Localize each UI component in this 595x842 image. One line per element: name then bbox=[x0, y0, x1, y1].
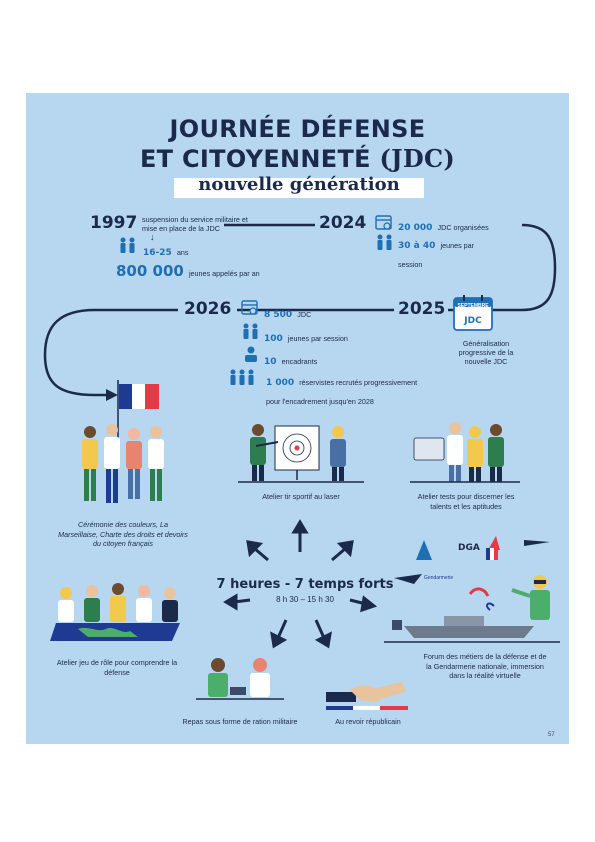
roleplay-person-3 bbox=[110, 583, 126, 622]
sessions-number: 20 000 bbox=[398, 223, 433, 233]
calendar-september-icon bbox=[452, 294, 496, 332]
y2026-reservists bbox=[266, 370, 426, 408]
calendar-month: SEPTEMBRE bbox=[457, 303, 489, 309]
jdc-number: 8 500 bbox=[264, 310, 293, 320]
down-arrow-icon: ↓ bbox=[150, 232, 155, 242]
per-session-2026-number: 100 bbox=[264, 334, 283, 344]
year-1997: 1997 bbox=[90, 213, 138, 233]
reservists-text: réservistes recrutés progressivement pour l'encadrement jusqu'en 2028 bbox=[266, 378, 418, 406]
y1997-ages bbox=[143, 240, 188, 259]
subtitle: nouvelle génération bbox=[198, 174, 400, 195]
gendarmerie-logo: Gendarmerie bbox=[424, 575, 454, 581]
per-session-number: 30 à 40 bbox=[398, 241, 436, 251]
y2024-sessions bbox=[398, 215, 489, 234]
roleplay-person-5 bbox=[162, 587, 178, 622]
youth-icon bbox=[118, 236, 138, 256]
diner-1 bbox=[208, 658, 228, 697]
ages-unit: ans bbox=[176, 248, 189, 257]
flag-ceremony-illustration bbox=[70, 378, 180, 518]
person-3 bbox=[126, 428, 142, 499]
dga-logo: DGA bbox=[458, 543, 480, 553]
y2026-jdc bbox=[264, 302, 311, 321]
person-4 bbox=[148, 426, 164, 501]
aptitude-tests-illustration bbox=[410, 418, 520, 488]
calendar-jdc: JDC bbox=[464, 316, 482, 326]
year-2026: 2026 bbox=[184, 299, 232, 319]
sessions-text: JDC organisées bbox=[437, 223, 489, 232]
vr-person bbox=[512, 575, 550, 620]
caption-role-play: Atelier jeu de rôle pour comprendre la défense bbox=[56, 658, 178, 677]
laser-shooting-illustration bbox=[238, 418, 364, 488]
caption-ceremony: Cérémonie des couleurs, La Marseillaise, Charte des droits et devoirs du citoyen français bbox=[58, 520, 188, 548]
calendar-icon bbox=[375, 213, 393, 231]
y1997-text: suspension du service militaire et mise en place de la JDC bbox=[142, 215, 248, 233]
ages-number: 16-25 bbox=[143, 248, 172, 258]
diner-2 bbox=[250, 658, 270, 697]
shooter-right bbox=[330, 426, 346, 481]
y2026-per-session bbox=[264, 326, 348, 345]
staff-text: encadrants bbox=[281, 357, 318, 366]
title-line1: JOURNÉE DÉFENSE bbox=[169, 115, 426, 143]
instructor-icon bbox=[243, 345, 259, 363]
group-icon bbox=[375, 233, 395, 253]
reservists-number: 1 000 bbox=[266, 378, 295, 388]
y2026-staff bbox=[264, 349, 317, 368]
handshake-illustration bbox=[326, 678, 408, 714]
y2024-per-session bbox=[398, 233, 478, 271]
year-2025: 2025 bbox=[398, 299, 446, 319]
tester-1 bbox=[447, 422, 463, 482]
shooter-left bbox=[250, 424, 278, 481]
y2025-text: Généralisation progressive de la nouvelle JDC bbox=[458, 339, 514, 366]
roleplay-person-4 bbox=[136, 585, 152, 622]
group-icon-2026 bbox=[241, 322, 261, 342]
page-number: 57 bbox=[548, 732, 555, 738]
title-line2-text: ET CITOYENNETÉ bbox=[139, 145, 371, 173]
hours-time: 8 h 30 – 15 h 30 bbox=[276, 595, 334, 604]
calendar-check-icon bbox=[241, 298, 259, 316]
reservists-icon bbox=[228, 368, 262, 388]
meal-illustration bbox=[196, 655, 284, 713]
caption-forum: Forum des métiers de la défense et de la Gendarmerie nationale, immersion dans la réalité virtuelle bbox=[423, 652, 547, 680]
youth-text: jeunes appelés par an bbox=[188, 269, 260, 278]
caption-meal: Repas sous forme de ration militaire bbox=[182, 717, 298, 726]
staff-number: 10 bbox=[264, 357, 277, 367]
tester-3 bbox=[488, 424, 504, 482]
hours-heading: 7 heures - 7 temps forts bbox=[216, 577, 394, 592]
roleplay-person-1 bbox=[58, 587, 74, 622]
jdc-unit: JDC bbox=[297, 310, 312, 319]
caption-farewell: Au revoir républicain bbox=[335, 717, 401, 726]
year-2024: 2024 bbox=[319, 213, 367, 233]
per-session-2026-text: jeunes par session bbox=[287, 334, 348, 343]
tester-2 bbox=[467, 426, 483, 482]
roleplay-person-2 bbox=[84, 585, 100, 622]
youth-number: 800 000 bbox=[116, 262, 184, 280]
per-session-text: jeunes par session bbox=[398, 241, 475, 269]
title-abbr: (JDC) bbox=[379, 144, 456, 173]
caption-laser: Atelier tir sportif au laser bbox=[262, 492, 340, 501]
person-1 bbox=[82, 426, 98, 501]
y1997-youth bbox=[116, 261, 260, 280]
caption-tests: Atelier tests pour discerner les talents et les aptitudes bbox=[417, 492, 515, 511]
role-play-illustration bbox=[48, 585, 188, 645]
